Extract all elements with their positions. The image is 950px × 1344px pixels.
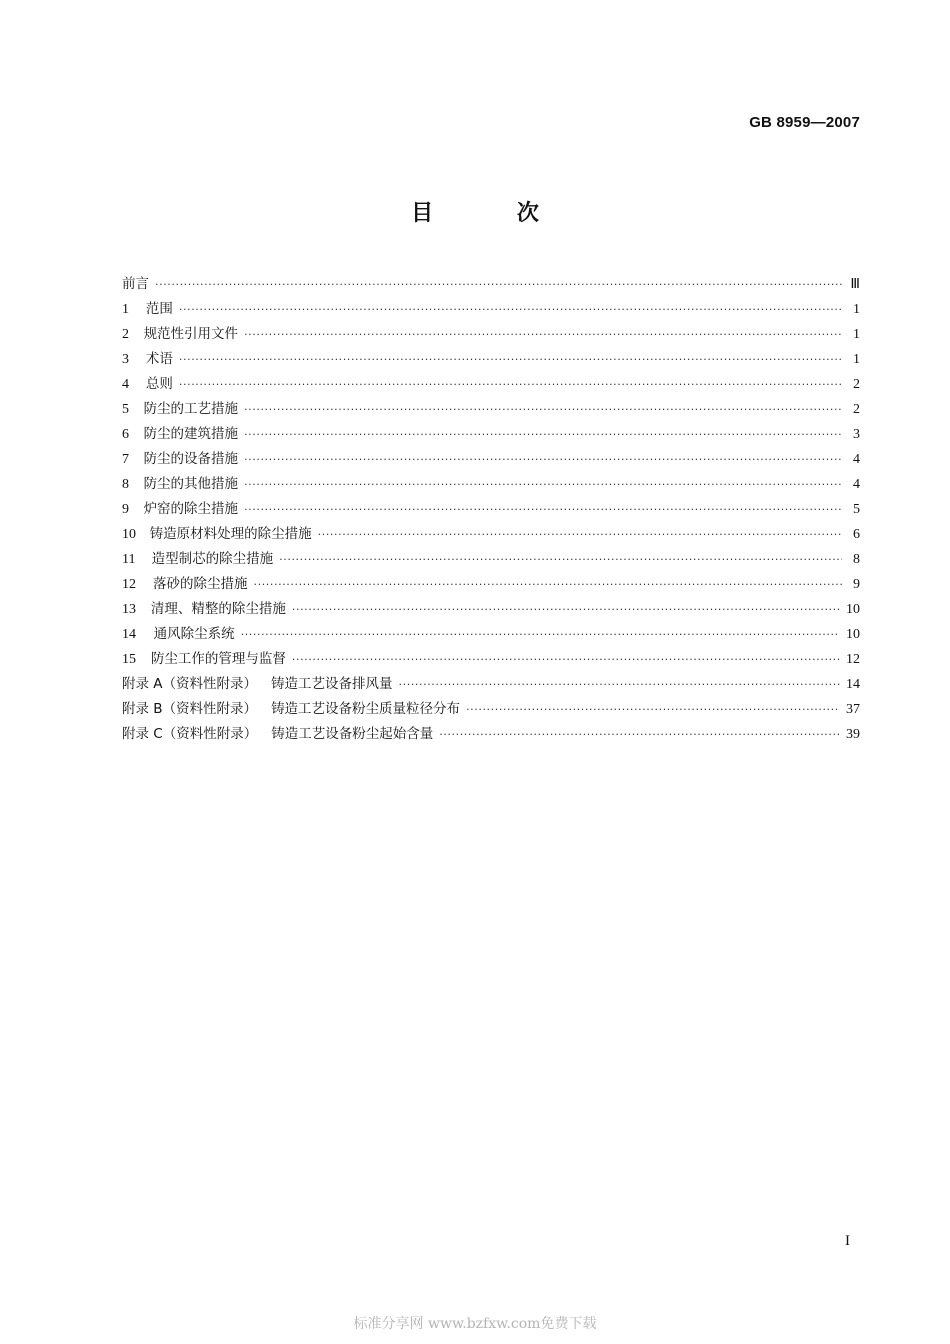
- toc-entry-page: 4: [853, 477, 860, 492]
- toc-leader-dots: [318, 528, 842, 541]
- toc-entry-number: 14: [122, 627, 136, 642]
- toc-entry-6[interactable]: [122, 422, 860, 447]
- toc-leader-dots: [179, 303, 842, 316]
- toc-leader-dots: [244, 428, 842, 441]
- toc-entry-number: 4: [122, 377, 129, 392]
- page-number: I: [845, 1233, 850, 1249]
- toc-entry-14[interactable]: [122, 622, 860, 647]
- toc-annex-title: 铸造工艺设备排风量: [271, 676, 393, 692]
- toc-entry-4[interactable]: [122, 372, 860, 397]
- toc-entry-label: 防尘的设备措施: [143, 451, 239, 467]
- toc-entry-number: 8: [122, 477, 129, 492]
- toc-entry-label: 总则: [145, 376, 173, 392]
- toc-leader-dots: [254, 578, 842, 591]
- toc-entry-label: 规范性引用文件: [143, 326, 239, 342]
- toc-leader-dots: [244, 453, 842, 466]
- toc-leader-dots: [399, 678, 840, 691]
- toc-entry-number: 3: [122, 352, 129, 367]
- table-of-contents: [122, 272, 860, 747]
- toc-leader-dots: [241, 628, 840, 641]
- toc-entry-annex-a[interactable]: [122, 672, 860, 697]
- toc-leader-dots: [439, 728, 840, 741]
- toc-entry-page: 4: [853, 452, 860, 467]
- toc-leader-dots: [292, 653, 840, 666]
- toc-entry-label: 落砂的除尘措施: [153, 576, 248, 592]
- toc-entry-page: 2: [853, 402, 860, 417]
- toc-entry-number: 5: [122, 402, 129, 417]
- toc-entry-page: 39: [846, 727, 860, 742]
- toc-leader-dots: [244, 478, 842, 491]
- toc-entry-annex-c[interactable]: [122, 722, 860, 747]
- toc-entry-5[interactable]: [122, 397, 860, 422]
- toc-annex-label: 附录 B（资料性附录）: [122, 701, 258, 717]
- toc-entry-number: 10: [122, 527, 136, 542]
- toc-entry-10[interactable]: [122, 522, 860, 547]
- toc-entry-13[interactable]: [122, 597, 860, 622]
- toc-leader-dots: [244, 403, 842, 416]
- toc-entry-annex-b[interactable]: [122, 697, 860, 722]
- toc-entry-label: 防尘的工艺措施: [143, 401, 239, 417]
- toc-entry-number: 2: [122, 327, 129, 342]
- toc-entry-label: 铸造原材料处理的除尘措施: [149, 526, 312, 542]
- toc-leader-dots: [292, 603, 840, 616]
- toc-annex-title: 铸造工艺设备粉尘起始含量: [271, 726, 434, 742]
- toc-entry-number: 1: [122, 302, 129, 317]
- toc-entry-7[interactable]: [122, 447, 860, 472]
- toc-entry-1[interactable]: [122, 297, 860, 322]
- toc-entry-label: 通风除尘系统: [153, 626, 235, 642]
- toc-entry-11[interactable]: [122, 547, 860, 572]
- toc-entry-page: 1: [853, 352, 860, 367]
- toc-entry-label: 炉窑的除尘措施: [143, 501, 239, 517]
- toc-entry-12[interactable]: [122, 572, 860, 597]
- toc-entry-page: 12: [846, 652, 860, 667]
- toc-entry-page: 6: [853, 527, 860, 542]
- toc-leader-dots: [179, 378, 842, 391]
- toc-entry-3[interactable]: [122, 347, 860, 372]
- toc-entry-number: 13: [122, 602, 136, 617]
- toc-entry-number: 9: [122, 502, 129, 517]
- page-title: 目 次: [411, 201, 577, 226]
- toc-entry-page: 5: [853, 502, 860, 517]
- toc-entry-15[interactable]: [122, 647, 860, 672]
- toc-annex-label: 附录 C（资料性附录）: [122, 726, 258, 742]
- toc-annex-label: 附录 A（资料性附录）: [122, 676, 258, 692]
- toc-entry-9[interactable]: [122, 497, 860, 522]
- toc-leader-dots: [179, 353, 842, 366]
- toc-annex-title: 铸造工艺设备粉尘质量粒径分布: [271, 701, 461, 717]
- toc-leader-dots: [244, 328, 842, 341]
- toc-entry-number: 11: [122, 552, 136, 567]
- toc-entry-page: 9: [853, 577, 860, 592]
- toc-entry-preface[interactable]: [122, 272, 860, 297]
- toc-entry-label: 防尘的建筑措施: [143, 426, 239, 442]
- toc-entry-number: 12: [122, 577, 136, 592]
- toc-entry-page: Ⅲ: [850, 277, 860, 292]
- toc-entry-number: 7: [122, 452, 129, 467]
- toc-entry-label: 造型制芯的除尘措施: [151, 551, 274, 567]
- toc-leader-dots: [155, 278, 842, 291]
- toc-entry-label: 防尘的其他措施: [143, 476, 239, 492]
- toc-entry-page: 2: [853, 377, 860, 392]
- toc-entry-page: 8: [853, 552, 860, 567]
- watermark: 标准分享网 www.bzfxw.com免费下载: [353, 1316, 597, 1332]
- toc-entry-label: 范围: [145, 301, 173, 317]
- toc-entry-page: 37: [846, 702, 860, 717]
- toc-entry-page: 3: [853, 427, 860, 442]
- toc-entry-label: 防尘工作的管理与监督: [150, 651, 286, 667]
- toc-entry-page: 1: [853, 302, 860, 317]
- toc-entry-page: 10: [846, 627, 860, 642]
- toc-entry-number: 6: [122, 427, 129, 442]
- toc-entry-page: 1: [853, 327, 860, 342]
- toc-entry-8[interactable]: [122, 472, 860, 497]
- toc-entry-label: 术语: [145, 351, 173, 367]
- toc-leader-dots: [279, 553, 842, 566]
- standard-code: GB 8959—2007: [749, 114, 860, 131]
- toc-entry-page: 10: [846, 602, 860, 617]
- toc-leader-dots: [466, 703, 840, 716]
- toc-leader-dots: [244, 503, 842, 516]
- toc-entry-2[interactable]: [122, 322, 860, 347]
- toc-entry-number: 15: [122, 652, 136, 667]
- toc-entry-label: 前言: [122, 276, 149, 292]
- toc-entry-label: 清理、精整的除尘措施: [150, 601, 286, 617]
- toc-entry-page: 14: [846, 677, 860, 692]
